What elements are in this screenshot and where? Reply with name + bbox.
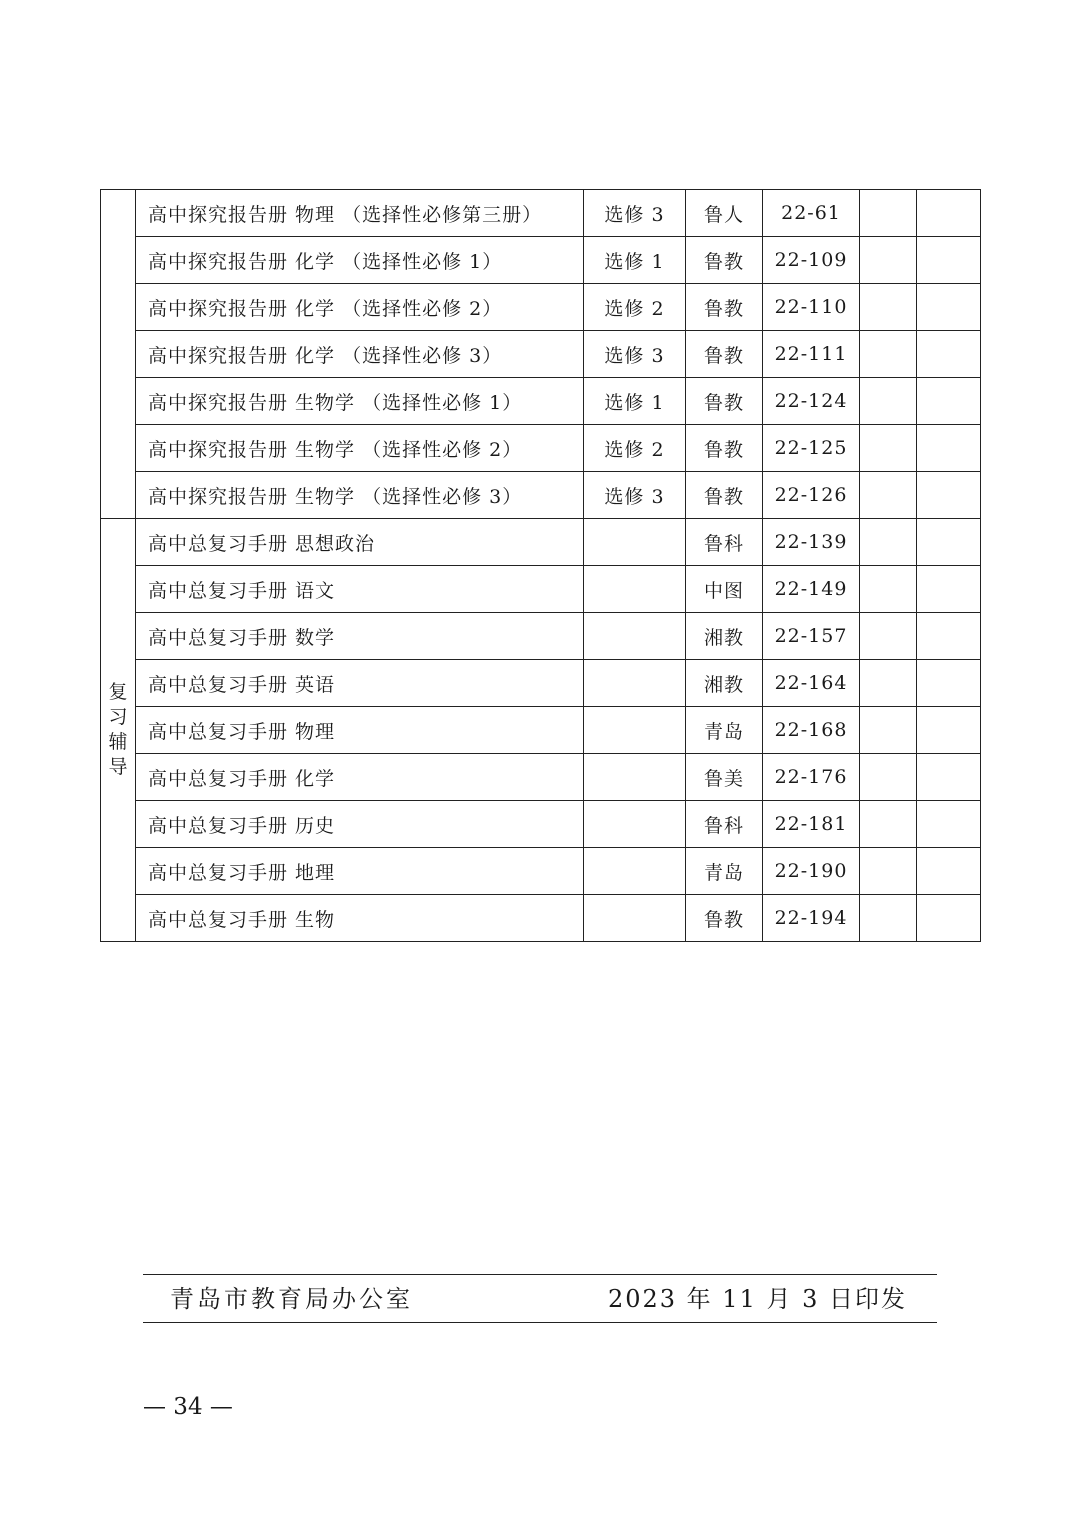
publisher-cell: 湘教: [686, 660, 763, 707]
blank-cell: [860, 284, 917, 331]
book-title-cell: 高中探究报告册 化学 （选择性必修 1）: [136, 237, 584, 284]
publisher-cell: 鲁教: [686, 895, 763, 942]
blank-cell: [917, 566, 981, 613]
book-title-cell: 高中总复习手册 语文: [136, 566, 584, 613]
book-title-cell: 高中总复习手册 地理: [136, 848, 584, 895]
book-title-cell: 高中探究报告册 生物学 （选择性必修 2）: [136, 425, 584, 472]
publisher-cell: 鲁教: [686, 425, 763, 472]
code-cell: 22-125: [763, 425, 860, 472]
page-number: — 34 —: [143, 1394, 233, 1420]
table-row: [101, 472, 981, 519]
grade-cell: [584, 801, 686, 848]
blank-cell: [917, 848, 981, 895]
code-cell: 22-124: [763, 378, 860, 425]
blank-cell: [860, 566, 917, 613]
blank-cell: [860, 519, 917, 566]
code-cell: 22-194: [763, 895, 860, 942]
book-list-table: [100, 189, 981, 942]
table-row: [101, 848, 981, 895]
grade-cell: 选修 3: [584, 472, 686, 519]
blank-cell: [860, 801, 917, 848]
publisher-cell: 青岛: [686, 848, 763, 895]
footer-bottom-rule: [143, 1322, 937, 1323]
publisher-cell: 鲁教: [686, 331, 763, 378]
blank-cell: [860, 707, 917, 754]
blank-cell: [860, 895, 917, 942]
publisher-cell: 鲁美: [686, 754, 763, 801]
blank-cell: [917, 190, 981, 237]
publisher-cell: 青岛: [686, 707, 763, 754]
blank-cell: [917, 237, 981, 284]
blank-cell: [860, 472, 917, 519]
table-row: [101, 566, 981, 613]
table-row: [101, 754, 981, 801]
grade-cell: [584, 754, 686, 801]
code-cell: 22-109: [763, 237, 860, 284]
table-row: [101, 660, 981, 707]
book-title-cell: 高中总复习手册 生物: [136, 895, 584, 942]
blank-cell: [917, 378, 981, 425]
table-row: [101, 613, 981, 660]
blank-cell: [860, 190, 917, 237]
blank-cell: [917, 801, 981, 848]
blank-cell: [860, 331, 917, 378]
table-row: [101, 707, 981, 754]
book-title-cell: 高中总复习手册 化学: [136, 754, 584, 801]
publisher-cell: 鲁科: [686, 801, 763, 848]
blank-cell: [860, 613, 917, 660]
blank-cell: [917, 895, 981, 942]
book-title-cell: 高中探究报告册 生物学 （选择性必修 3）: [136, 472, 584, 519]
blank-cell: [917, 613, 981, 660]
code-cell: 22-111: [763, 331, 860, 378]
code-cell: 22-139: [763, 519, 860, 566]
book-title-cell: 高中探究报告册 物理 （选择性必修第三册）: [136, 190, 584, 237]
publisher-cell: 湘教: [686, 613, 763, 660]
category-label: 复习辅导: [108, 681, 128, 778]
grade-cell: 选修 2: [584, 425, 686, 472]
book-title-cell: 高中探究报告册 化学 （选择性必修 2）: [136, 284, 584, 331]
publisher-cell: 中图: [686, 566, 763, 613]
code-cell: 22-149: [763, 566, 860, 613]
grade-cell: 选修 2: [584, 284, 686, 331]
book-title-cell: 高中总复习手册 历史: [136, 801, 584, 848]
grade-cell: [584, 895, 686, 942]
book-title-cell: 高中总复习手册 思想政治: [136, 519, 584, 566]
table-row: [101, 425, 981, 472]
blank-cell: [917, 284, 981, 331]
blank-cell: [917, 472, 981, 519]
book-title-cell: 高中总复习手册 数学: [136, 613, 584, 660]
grade-cell: [584, 566, 686, 613]
book-title-cell: 高中总复习手册 物理: [136, 707, 584, 754]
publisher-cell: 鲁人: [686, 190, 763, 237]
table-row: [101, 284, 981, 331]
code-cell: 22-176: [763, 754, 860, 801]
book-title-cell: 高中探究报告册 生物学 （选择性必修 1）: [136, 378, 584, 425]
grade-cell: [584, 660, 686, 707]
category-cell: [101, 190, 136, 519]
code-cell: 22-126: [763, 472, 860, 519]
code-cell: 22-61: [763, 190, 860, 237]
blank-cell: [917, 660, 981, 707]
grade-cell: 选修 3: [584, 331, 686, 378]
publisher-cell: 鲁教: [686, 472, 763, 519]
publisher-cell: 鲁科: [686, 519, 763, 566]
blank-cell: [860, 425, 917, 472]
table-row: [101, 519, 981, 566]
code-cell: 22-190: [763, 848, 860, 895]
blank-cell: [917, 754, 981, 801]
book-title-cell: 高中总复习手册 英语: [136, 660, 584, 707]
table-row: [101, 237, 981, 284]
blank-cell: [917, 331, 981, 378]
book-title-cell: 高中探究报告册 化学 （选择性必修 3）: [136, 331, 584, 378]
blank-cell: [917, 707, 981, 754]
table-row: [101, 190, 981, 237]
blank-cell: [860, 754, 917, 801]
blank-cell: [860, 237, 917, 284]
code-cell: 22-164: [763, 660, 860, 707]
grade-cell: 选修 1: [584, 237, 686, 284]
table-row: [101, 895, 981, 942]
publisher-cell: 鲁教: [686, 237, 763, 284]
issue-date: 2023 年 11 月 3 日印发: [607, 1285, 907, 1313]
code-cell: 22-110: [763, 284, 860, 331]
issuer-name: 青岛市教育局办公室: [170, 1285, 413, 1313]
table-row: [101, 801, 981, 848]
grade-cell: [584, 848, 686, 895]
blank-cell: [860, 378, 917, 425]
grade-cell: 选修 3: [584, 190, 686, 237]
table-body: [101, 190, 981, 942]
table-row: [101, 331, 981, 378]
publisher-cell: 鲁教: [686, 378, 763, 425]
code-cell: 22-157: [763, 613, 860, 660]
category-cell: [101, 519, 136, 942]
blank-cell: [860, 848, 917, 895]
grade-cell: [584, 707, 686, 754]
blank-cell: [917, 425, 981, 472]
publisher-cell: 鲁教: [686, 284, 763, 331]
grade-cell: [584, 519, 686, 566]
footer-top-rule: [143, 1274, 937, 1275]
blank-cell: [917, 519, 981, 566]
code-cell: 22-168: [763, 707, 860, 754]
table-row: [101, 378, 981, 425]
grade-cell: 选修 1: [584, 378, 686, 425]
code-cell: 22-181: [763, 801, 860, 848]
blank-cell: [860, 660, 917, 707]
grade-cell: [584, 613, 686, 660]
